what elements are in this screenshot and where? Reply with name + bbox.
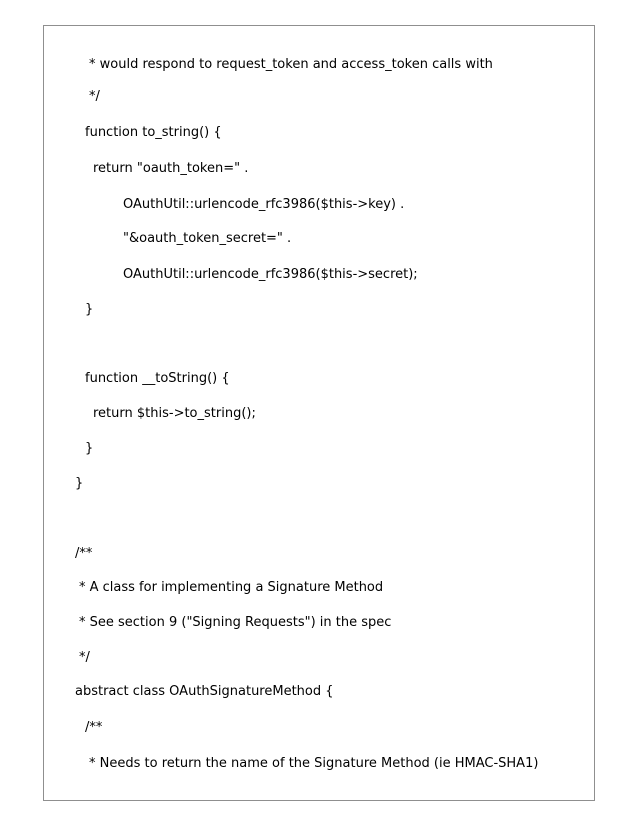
code-line-13: /** <box>75 546 93 561</box>
code-line-14: * A class for implementing a Signature Method <box>79 580 384 595</box>
code-line-3: function to_string() { <box>85 125 222 140</box>
code-line-5: OAuthUtil::urlencode_rfc3986($this->key) . <box>123 197 405 212</box>
code-line-8: } <box>85 302 94 317</box>
code-line-4: return "oauth_token=" . <box>93 161 249 176</box>
code-line-19: * Needs to return the name of the Signature Method (ie HMAC-SHA1) <box>89 756 539 771</box>
code-line-6: "&oauth_token_secret=" . <box>123 231 292 246</box>
code-line-1: * would respond to request_token and access_token calls with <box>89 57 493 72</box>
code-line-11: } <box>85 441 94 456</box>
code-line-7: OAuthUtil::urlencode_rfc3986($this->secret); <box>123 267 418 282</box>
code-line-16: */ <box>79 650 90 665</box>
code-line-10: return $this->to_string(); <box>93 406 256 421</box>
code-line-9: function __toString() { <box>85 371 230 386</box>
code-line-15: * See section 9 ("Signing Requests") in the spec <box>79 615 392 630</box>
code-line-18: /** <box>85 720 103 735</box>
code-line-17: abstract class OAuthSignatureMethod { <box>75 684 334 699</box>
code-line-12: } <box>75 476 84 491</box>
code-line-2: */ <box>89 89 100 104</box>
